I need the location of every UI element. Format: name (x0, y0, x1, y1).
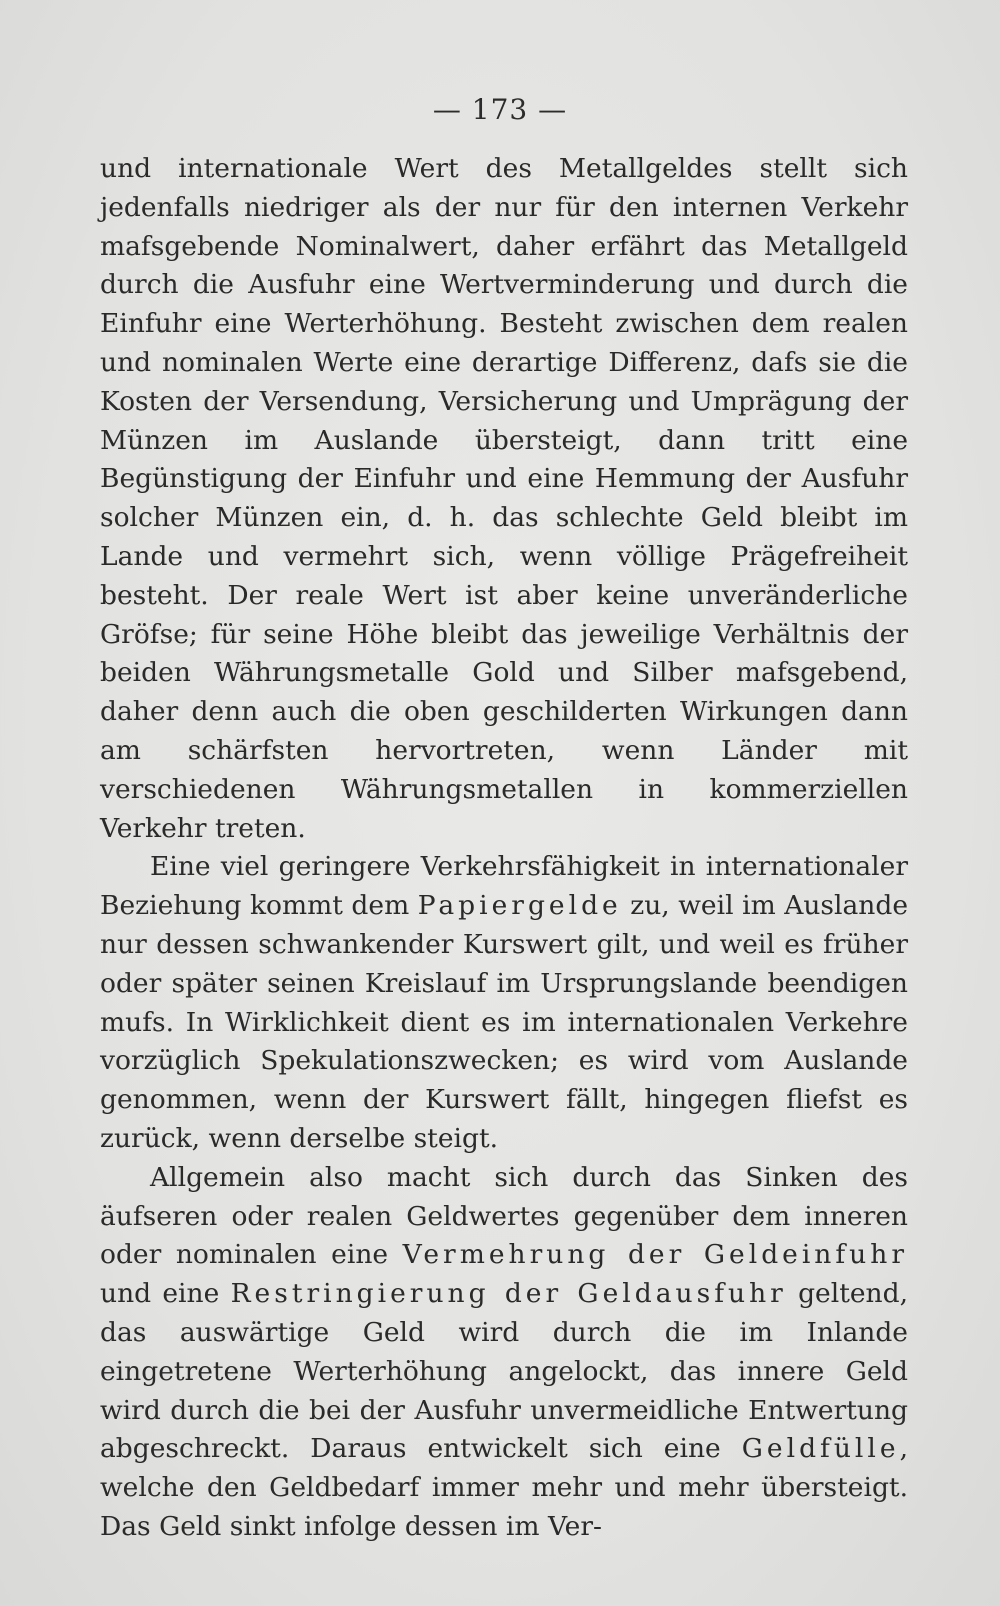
page-number: — 173 — (432, 93, 568, 126)
paragraph-1 (100, 150, 908, 848)
paragraph-3 (100, 1159, 908, 1547)
text-run: , welche den Geldbedarf immer mehr und mehr übersteigt. Das Geld sinkt infolge dessen im Ver- (100, 1433, 908, 1542)
text-run: und internationale Wert des Metallgeldes stellt sich jedenfalls niedriger als der nur für den internen Verkehr mafsgebende Nominalwert, daher erfährt das Metallgeld durch die Ausfuhr eine Wertverminderung und durch die Einfuhr eine Werterhöhung. Besteht zwischen dem realen und nominalen Werte eine derartige Differenz, dafs sie die Kosten der Versendung, Versicherung und Umprägung der Münzen im Auslande übersteigt, dann tritt eine Begünstigung der Einfuhr und eine Hemmung der Ausfuhr solcher Münzen ein, d. h. das schlechte Geld bleibt im Lande und vermehrt sich, wenn völlige Prägefreiheit besteht. Der reale Wert ist aber keine unveränderliche Gröfse; für seine Höhe bleibt das jeweilige Verhältnis der beiden Währungsmetalle Gold und Silber mafsgebend, daher denn auch die oben geschilderten Wirkungen dann am schärfsten hervortreten, wenn Länder mit verschiedenen Währungsmetallen in kommerziellen Verkehr treten. (100, 153, 908, 844)
emphasized-term: Papiergelde (417, 890, 622, 922)
emphasized-term: Restringierung der Geldausfuhr (230, 1278, 787, 1310)
text-run: und eine (100, 1278, 231, 1310)
body-text (100, 150, 908, 1547)
text-run: Eine viel geringere Verkehrsfähigkeit in internationaler Beziehung kommt dem (100, 851, 908, 922)
text-run: geltend, das auswärtige Geld wird durch die im Inlande eingetretene Werterhöhung angelockt, das innere Geld wird durch die bei der Ausfuhr unvermeidliche Entwertung abgeschreckt. Daraus entwickelt sich eine (100, 1278, 909, 1465)
text-run: zu, weil im Auslande nur dessen schwankender Kurswert gilt, und weil es früher oder später seinen Kreislauf im Ursprungslande beendigen mufs. In Wirklichkeit dient es im internationalen Verkehre vorzüglich Spekulationszwecken; es wird vom Auslande genommen, wenn der Kurswert fällt, hingegen fliefst es zurück, wenn derselbe steigt. (100, 890, 909, 1154)
emphasized-term: Geldfülle (741, 1433, 900, 1465)
paragraph-2 (100, 848, 908, 1158)
text-run: Allgemein also macht sich durch das Sinken des äufseren oder realen Geldwertes gegenüber dem inneren oder nominalen eine (100, 1161, 908, 1271)
emphasized-term: Vermehrung der Geldeinfuhr (402, 1239, 908, 1271)
